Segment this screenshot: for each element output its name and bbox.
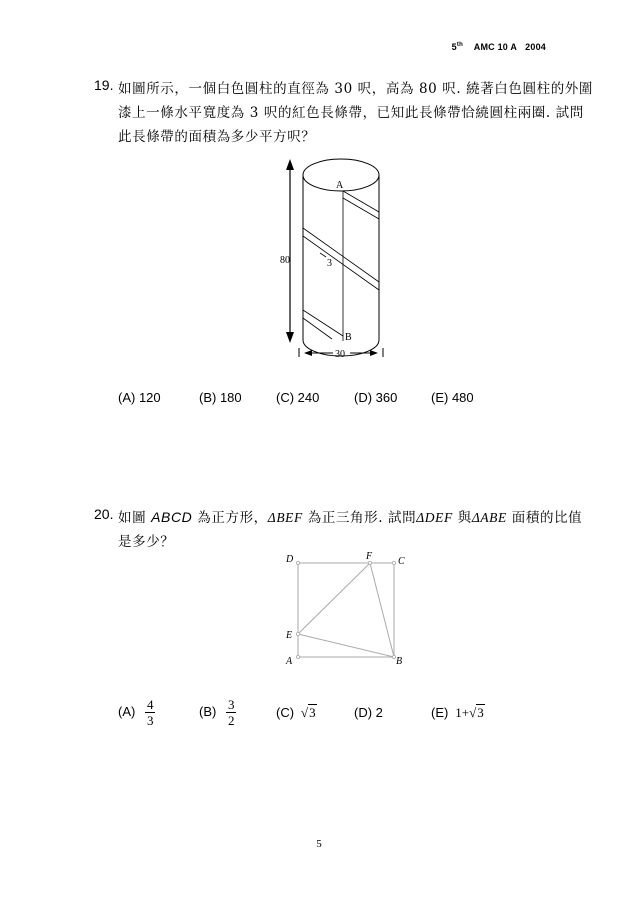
width-arrowhead-left (304, 350, 312, 356)
q20-choice-c (276, 705, 317, 721)
label-B: B (396, 656, 403, 667)
label-C: C (398, 556, 405, 567)
point-E (296, 632, 299, 635)
q20-choice-e (431, 705, 485, 721)
q19-text-line1: 如圖所示，一個白色圓柱的直徑為 30 呎，高為 80 呎. 繞著白色圓柱的外圍 (118, 81, 594, 97)
q19-number: 19. (94, 77, 114, 93)
q20-choice-b (199, 697, 236, 728)
q20-choice-b-label: (B) (199, 703, 217, 719)
fraction-numerator: 4 (146, 697, 154, 712)
point-C (392, 561, 395, 564)
q19-text-line3: 此長條帶的面積為多少平方呎？ (118, 129, 316, 145)
q19-choice-d: (D) 360 (354, 390, 398, 405)
q19-cylinder-figure (270, 150, 400, 365)
q19-choice-b: (B) 180 (199, 390, 242, 405)
q20-text-part5: 面積的比值 (506, 510, 583, 526)
height-arrow-bottom (286, 332, 294, 343)
page-number: 5 (316, 838, 322, 850)
q20-choice-d: (D) 2 (354, 705, 383, 720)
q20-text-line1 (118, 506, 582, 526)
q19-choice-a: (A) 120 (118, 390, 161, 405)
label-B: B (345, 332, 352, 343)
label-A: A (286, 656, 293, 667)
point-D (296, 561, 299, 564)
q20-text-part1: 如圖 (118, 510, 152, 526)
radicand: 3 (309, 705, 316, 720)
page-header (452, 42, 546, 52)
q20-triangle-def: ΔDEF (416, 510, 453, 525)
q20-text-part3: 為正三角形. 試問 (302, 510, 417, 526)
label-F: F (366, 551, 373, 562)
expr-prefix: 1+ (455, 705, 470, 720)
q19-choice-e: (E) 480 (431, 390, 474, 405)
one-plus-sqrt-3: 1+√3 (455, 705, 484, 720)
q20-square-figure (280, 550, 410, 672)
header-grade: 5 (451, 42, 457, 52)
header-contest: AMC 10 A (473, 42, 518, 52)
fraction-denominator: 3 (146, 713, 154, 728)
q20-number: 20. (94, 506, 114, 522)
label-diameter: 30 (335, 349, 345, 360)
label-A: A (336, 180, 344, 191)
q20-text-part4: 與 (452, 510, 472, 526)
triangle-BEF (298, 563, 394, 657)
fraction-3-2 (226, 697, 237, 728)
q19-text-line2: 漆上一條水平寬度為 3 呎的紅色長條帶，已知此長條帶恰繞圓柱兩圈. 試問 (118, 105, 584, 121)
fraction-denominator: 2 (227, 713, 235, 728)
fraction-numerator: 3 (227, 697, 235, 712)
q20-square-name: ABCD (151, 509, 193, 525)
q20-choice-a (118, 697, 155, 728)
square-ABCD (298, 563, 394, 657)
label-stripe-width: 3 (327, 258, 332, 269)
q20-triangle-bef: ΔBEF (267, 510, 303, 525)
width-arrowhead-right (370, 350, 378, 356)
q20-choice-c-label: (C) (276, 705, 295, 720)
label-height: 80 (280, 255, 290, 266)
q20-triangle-abe: ΔABE (471, 510, 507, 525)
q20-text-part2: 為正方形， (192, 510, 268, 526)
label-D: D (286, 554, 294, 565)
label-E: E (286, 630, 293, 641)
height-arrow-top (286, 159, 294, 170)
q20-text-line2: 是多少？ (118, 534, 175, 550)
point-A (296, 655, 299, 658)
header-grade-suffix: th (456, 42, 463, 48)
q20-choice-e-label: (E) (431, 705, 449, 720)
stripe-lines (303, 191, 379, 339)
header-year: 2004 (525, 42, 546, 52)
fraction-4-3 (145, 697, 156, 728)
q20-choice-a-label: (A) (118, 703, 136, 719)
q19-choice-c: (C) 240 (276, 390, 320, 405)
sqrt-3: √3 (297, 705, 316, 720)
radicand: 3 (477, 705, 484, 720)
